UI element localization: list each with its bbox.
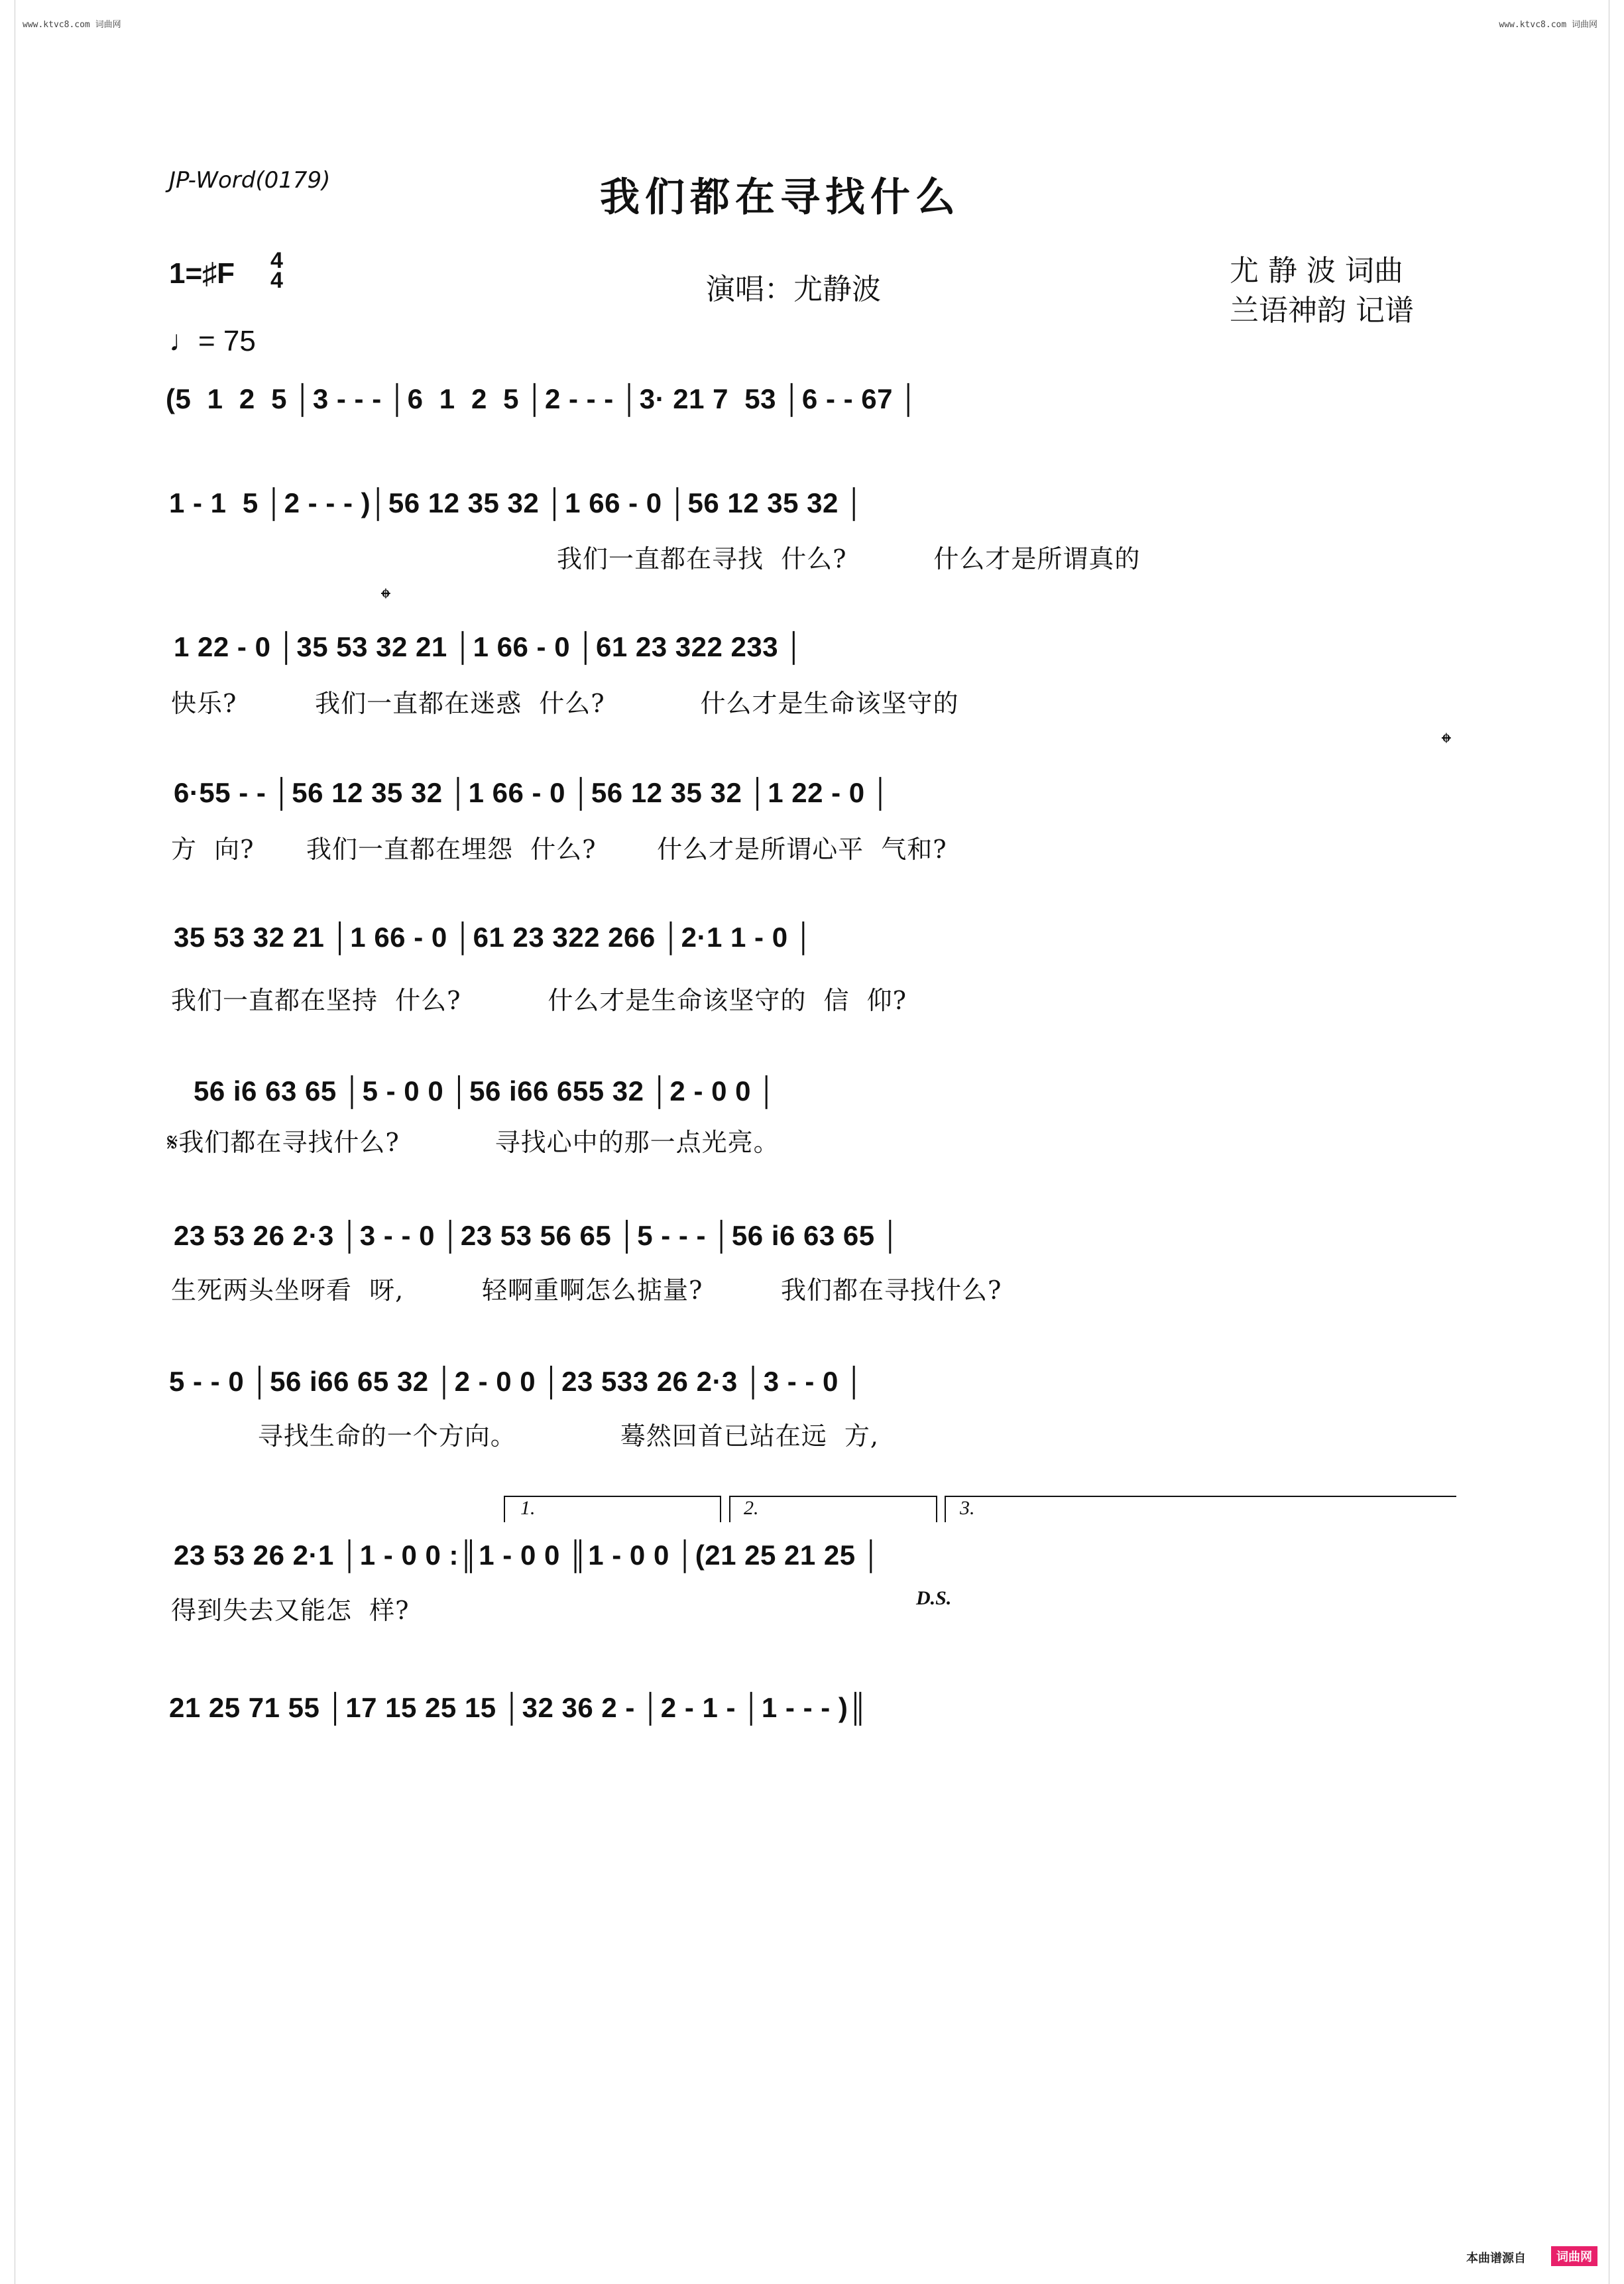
volta-1-left (504, 1496, 505, 1522)
lyrics-line-9: 得到失去又能怎 样? (171, 1596, 410, 1625)
footer-note: 本曲谱源自 (1466, 2252, 1526, 2265)
volta-1-label: 1. (520, 1497, 536, 1519)
lyrics-line-2: 我们一直都在寻找 什么? 什么才是所谓真的 (557, 544, 1141, 573)
notation-line-4: 6·55 - - │56 12 35 32 │1 66 - 0 │56 12 35 32 │1 22 - 0 │ (174, 777, 891, 808)
volta-3-line (945, 1496, 1456, 1497)
volta-2-left (729, 1496, 730, 1522)
lyrics-line-3: 快乐? 我们一直都在迷惑 什么? 什么才是生命该坚守的 (171, 689, 959, 718)
singer: 演唱：尤静波 (706, 272, 881, 306)
lyrics-line-7: 生死两头坐呀看 呀, 轻啊重啊怎么掂量? 我们都在寻找什么? (171, 1276, 1002, 1305)
volta-1-line (504, 1496, 721, 1497)
right-margin-strip (1609, 0, 1624, 2284)
tempo: ♩= 75 (169, 325, 256, 357)
notation-line-2: 1 - 1 5 │2 - - - )│56 12 35 32 │1 66 - 0 │56 12 35 32 │ (169, 487, 864, 518)
ds-mark: D.S. (916, 1587, 952, 1609)
header-right: www.ktvc8.com 词曲网 (1499, 20, 1597, 30)
page-title: 我们都在寻找什么 (600, 174, 960, 221)
header-left: www.ktvc8.com 词曲网 (23, 20, 121, 30)
notation-line-8: 5 - - 0 │56 i66 65 32 │2 - 0 0 │23 533 26 2·3 │3 - - 0 │ (169, 1366, 864, 1397)
volta-3-left (945, 1496, 946, 1522)
lyrics-line-5: 我们一直都在坚持 什么? 什么才是生命该坚守的 信 仰? (171, 986, 907, 1015)
notation-line-5: 35 53 32 21 │1 66 - 0 │61 23 322 266 │2·1 1 - 0 │ (174, 922, 814, 953)
notation-line-7: 23 53 26 2·3 │3 - - 0 │23 53 56 65 │5 - - - │56 i6 63 65 │ (174, 1220, 901, 1251)
notation-line-6: 56 i6 63 65 │5 - 0 0 │56 i66 655 32 │2 - 0 0 │ (194, 1075, 777, 1107)
volta-3-label: 3. (960, 1497, 975, 1519)
coda-mark-2: 𝄌 (1442, 728, 1451, 758)
volta-2-line (729, 1496, 937, 1497)
notation-line-3: 1 22 - 0 │35 53 32 21 │1 66 - 0 │61 23 322 233 │ (174, 631, 804, 662)
time-bottom: 4 (270, 268, 283, 293)
coda-mark-1: 𝄌 (381, 583, 390, 614)
lyrics-line-4: 方 向? 我们一直都在埋怨 什么? 什么才是所谓心平 气和? (171, 835, 947, 864)
left-margin-strip (0, 0, 15, 2284)
lyricist-composer: 尤 静 波 词曲 (1230, 254, 1403, 288)
notation-line-9: 23 53 26 2·1 │1 - 0 0 :║1 - 0 0 ║1 - 0 0 │(21 25 21 25 │ (174, 1539, 882, 1571)
volta-1-right (720, 1496, 721, 1522)
volta-2-right (936, 1496, 937, 1522)
footer-brand: 词曲网 (1551, 2246, 1597, 2266)
key-signature: 1=♯F (169, 257, 235, 290)
lyrics-line-6: 𝄋我们都在寻找什么? 寻找心中的那一点光亮。 (167, 1128, 780, 1157)
time-top: 4 (270, 248, 283, 273)
transcriber: 兰语神韵 记谱 (1230, 294, 1414, 328)
source-tag: JP-Word(0179) (169, 167, 331, 194)
notation-line-1: (5 1 2 5 │3 - - - │6 1 2 5 │2 - - - │3· 21 7 53 │6 - - 67 │ (166, 383, 919, 414)
volta-2-label: 2. (744, 1497, 759, 1519)
time-signature (270, 248, 283, 293)
lyrics-line-8: 寻找生命的一个方向。 蓦然回首已站在远 方, (171, 1421, 879, 1451)
notation-line-10: 21 25 71 55 │17 15 25 15 │32 36 2 - │2 - 1 - │1 - - - )║ (169, 1692, 868, 1723)
